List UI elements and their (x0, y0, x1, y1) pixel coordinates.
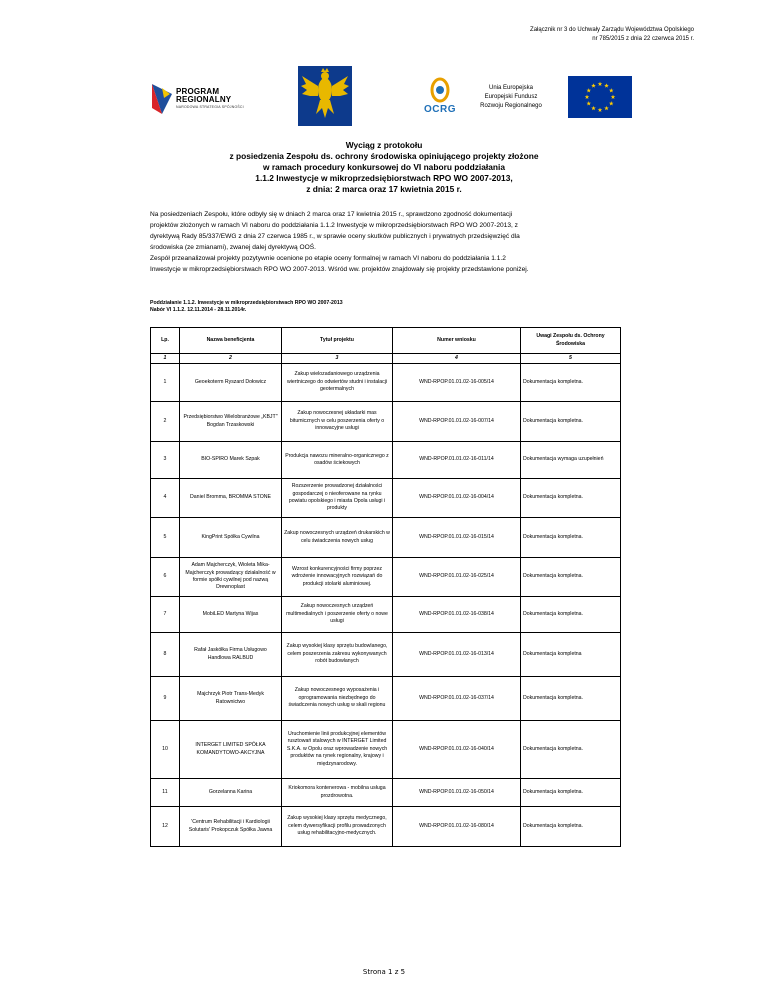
measure-subheader (150, 300, 343, 314)
title-line1: Wyciąg z protokołu (345, 140, 423, 150)
row-lp: 3 (151, 442, 180, 479)
row-title: Zakup nowoczesnej układarki mas bitumicznych w celu poszerzenia oferty o innowacyjne usługi (282, 402, 393, 442)
table-row (151, 442, 621, 479)
row-lp: 1 (151, 364, 180, 402)
row-title: Zakup wielozadaniowego urządzenia wiertniczego do odwiertów studni i instalacji geotermalnych (282, 364, 393, 402)
opolskie-eagle-emblem (298, 66, 352, 126)
row-remarks: Dokumentacja kompletna. (521, 518, 621, 558)
row-remarks: Dokumentacja wymaga uzupełnień (521, 442, 621, 479)
row-beneficiary: Adam Majcherczyk, Wioleta Mika-Majcherczyk prowadzący działalność w formie spółki cywilnej pod nazwą Drewnoplast (180, 558, 282, 597)
ocrg-logo (418, 76, 462, 120)
program-sub: NARODOWA STRATEGIA SPÓJNOŚCI (176, 105, 244, 109)
row-number: WND-RPOP.01.01.02-16-005/14 (393, 364, 521, 402)
title-line4: 1.1.2 Inwestycje w mikroprzedsiębiorstwach RPO WO 2007-2013, (255, 173, 513, 183)
subheader-line1: Poddziałanie 1.1.2. Inwestycje w mikroprzedsiębiorstwach RPO WO 2007-2013 (150, 300, 343, 306)
intro-line3: dyrektywą Rady 85/337/EWG z dnia 27 czerwca 1985 r., w sprawie oceny skutków publicznych i prywatnych przedsięwzięć dla (150, 233, 520, 240)
row-lp: 10 (151, 721, 180, 779)
row-remarks: Dokumentacja kompletna. (521, 807, 621, 847)
eu-stars-icon (568, 76, 632, 118)
row-beneficiary: Gorzelanna Karina (180, 779, 282, 807)
table-row (151, 518, 621, 558)
row-remarks: Dokumentacja kompletna. (521, 479, 621, 518)
title-line3: w ramach procedury konkursowej do VI naboru poddziałania (263, 162, 505, 172)
row-number: WND-RPOP.01.01.02-16-038/14 (393, 597, 521, 633)
row-beneficiary: MobiLED Martyna Wijas (180, 597, 282, 633)
intro-paragraph (150, 209, 630, 275)
header-lp: Lp. (151, 328, 180, 354)
row-lp: 12 (151, 807, 180, 847)
subheader-line2: Nabór VI 1.1.2. 12.11.2014 - 28.11.2014r. (150, 307, 247, 313)
table-row (151, 597, 621, 633)
document-title (0, 140, 768, 195)
row-beneficiary: Przedsiębiorstwo Wielobranżowe „KBJT" Bogdan Trzaskowski (180, 402, 282, 442)
eu-line2: Europejski Fundusz (484, 94, 538, 100)
colnum-5: 5 (521, 354, 621, 364)
row-beneficiary: 'Centrum Rehabilitacji i Kardiologii Solutaris' Prokopczuk Spółka Jawna (180, 807, 282, 847)
row-title: Uruchomienie linii produkcyjnej elementów rusztowań stalowych w INTERGET Limited S.K.A. w Opolu oraz wprowadzenie nowych produktów na rynek regionalny, krajowy i międzynarodowy. (282, 721, 393, 779)
row-beneficiary: INTERGET LIMITED SPÓŁKA KOMANDYTOWO-AKCYJNA (180, 721, 282, 779)
colnum-3: 3 (282, 354, 393, 364)
table-row (151, 779, 621, 807)
eu-flag (568, 76, 632, 118)
header-title: Tytuł projektu (282, 328, 393, 354)
program-line2: REGIONALNY (176, 95, 232, 104)
row-number: WND-RPOP.01.01.02-16-011/14 (393, 442, 521, 479)
eu-line3: Rozwoju Regionalnego (480, 103, 542, 109)
row-number: WND-RPOP.01.01.02-16-040/14 (393, 721, 521, 779)
row-title: Produkcja nawozu mineralno-organicznego z osadów ściekowych (282, 442, 393, 479)
eu-star-icon (604, 83, 609, 87)
row-number: WND-RPOP.01.01.02-16-050/14 (393, 779, 521, 807)
table-row (151, 807, 621, 847)
eu-star-icon (585, 95, 590, 99)
row-beneficiary: KingPrint Spółka Cywilna (180, 518, 282, 558)
intro-line5: Zespół przeanalizował projekty pozytywnie ocenione po etapie oceny formalnej w ramach VI naboru do poddziałania 1.1.2 (150, 255, 506, 262)
table-row (151, 479, 621, 518)
row-beneficiary: Geoekoterm Ryszard Dołowicz (180, 364, 282, 402)
eu-star-icon (604, 106, 609, 110)
row-lp: 2 (151, 402, 180, 442)
table-row (151, 633, 621, 677)
row-beneficiary: Rafał Jaskółka Firma Usługowo Handlowa RALBUD (180, 633, 282, 677)
row-lp: 9 (151, 677, 180, 721)
intro-line4: środowiska (ze zmianami), zwanej dalej dyrektywą OOŚ. (150, 244, 316, 251)
ocrg-text: OCRG (424, 104, 456, 115)
eu-star-icon (586, 101, 591, 105)
row-lp: 5 (151, 518, 180, 558)
intro-line2: projektów złożonych w ramach VI naboru do poddziałania 1.1.2 Inwestycje w mikroprzedsiębiorstwach RPO WO 2007-2013, z (150, 222, 518, 229)
colnum-1: 1 (151, 354, 180, 364)
row-number: WND-RPOP.01.01.02-16-037/14 (393, 677, 521, 721)
page-footer: Strona 1 z 5 (362, 968, 406, 976)
row-remarks: Dokumentacja kompletna. (521, 558, 621, 597)
row-lp: 7 (151, 597, 180, 633)
eu-fund-text (471, 84, 551, 111)
row-title: Zakup wysokiej klasy sprzętu budowlanego, celem poszerzenia zakresu wykonywanych robót budowlanych (282, 633, 393, 677)
row-remarks: Dokumentacja kompletna. (521, 597, 621, 633)
row-title: Zakup nowoczesnego wyposażenia i oprogramowania niezbędnego do świadczenia nowych usług w skali regionu (282, 677, 393, 721)
colnum-2: 2 (180, 354, 282, 364)
row-title: Zakup nowoczesnych urządzeń drukarskich w celu świadczenia nowych usług (282, 518, 393, 558)
eu-star-icon (591, 106, 596, 110)
table-header-row (151, 328, 621, 354)
row-beneficiary: Daniel Bromma, BROMMA STONE (180, 479, 282, 518)
intro-line6: Inwestycje w mikroprzedsiębiorstwach RPO WO 2007-2013. Wśród ww. projektów znajdowały się projekty przedstawione poniżej. (150, 266, 529, 273)
row-title: Zakup nowoczesnych urządzeń multimedialnych i poszerzenie oferty o nowe usługi (282, 597, 393, 633)
row-lp: 6 (151, 558, 180, 597)
eu-star-icon (609, 101, 614, 105)
row-remarks: Dokumentacja kompletna (521, 633, 621, 677)
row-title: Wzrost konkurencyjności firmy poprzez wdrożenie innowacyjnych rozwiązań do produkcji stolarki aluminiowej. (282, 558, 393, 597)
eu-star-icon (611, 95, 616, 99)
row-beneficiary: BIO-SPIRO Marek Szpak (180, 442, 282, 479)
row-lp: 11 (151, 779, 180, 807)
title-line2: z posiedzenia Zespołu ds. ochrony środowiska opiniującego projekty złożone (229, 151, 539, 161)
row-title: Kriokomora kontenerowa - mobilna usługa prozdrowotna. (282, 779, 393, 807)
row-remarks: Dokumentacja kompletna. (521, 721, 621, 779)
intro-line1: Na posiedzeniach Zespołu, które odbyły się w dniach 2 marca oraz 17 kwietnia 2015 r., sprawdzono zgodność dokumentacji (150, 211, 513, 218)
projects-table (150, 327, 621, 847)
row-title: Rozszerzenie prowadzonej działalności gospodarczej o nieoferowane na rynku powiatu opolskiego i miasta Opola usługi i produkty (282, 479, 393, 518)
table-colnum-row (151, 354, 621, 364)
row-number: WND-RPOP.01.01.02-16-007/14 (393, 402, 521, 442)
header-remarks: Uwagi Zespołu ds. Ochrony Środowiska (521, 328, 621, 354)
eu-star-icon (598, 108, 603, 112)
eu-line1: Unia Europejska (488, 85, 534, 91)
row-number: WND-RPOP.01.01.02-16-013/14 (393, 633, 521, 677)
row-beneficiary: Majchrzyk Piotr Trans-Medyk Ratownictwo (180, 677, 282, 721)
program-line1: PROGRAM (176, 87, 220, 96)
row-number: WND-RPOP.01.01.02-16-025/14 (393, 558, 521, 597)
eu-star-icon (586, 88, 591, 92)
program-regionalny-logo (150, 82, 260, 116)
row-remarks: Dokumentacja kompletna. (521, 779, 621, 807)
eu-star-icon (598, 82, 603, 86)
annex-note-line2: nr 785/2015 z dnia 22 czerwca 2015 r. (592, 36, 694, 42)
row-number: WND-RPOP.01.01.02-16-015/14 (393, 518, 521, 558)
annex-note (530, 26, 694, 44)
colnum-4: 4 (393, 354, 521, 364)
ocrg-icon (418, 76, 462, 104)
row-remarks: Dokumentacja kompletna. (521, 677, 621, 721)
table-row (151, 364, 621, 402)
row-title: Zakup wysokiej klasy sprzętu medycznego, celem dywersyfikacji profilu prowadzonych usług rehabilitacyjno-medycznych. (282, 807, 393, 847)
title-line5: z dnia: 2 marca oraz 17 kwietnia 2015 r. (306, 184, 462, 194)
row-lp: 8 (151, 633, 180, 677)
annex-note-line1: Załącznik nr 3 do Uchwały Zarządu Województwa Opolskiego (530, 27, 694, 33)
eu-star-icon (609, 88, 614, 92)
table-row (151, 558, 621, 597)
row-remarks: Dokumentacja kompletna. (521, 364, 621, 402)
program-regionalny-icon (150, 82, 174, 116)
eagle-icon (298, 66, 352, 126)
row-number: WND-RPOP.01.01.02-16-080/14 (393, 807, 521, 847)
table-row (151, 402, 621, 442)
header-number: Numer wniosku (393, 328, 521, 354)
row-lp: 4 (151, 479, 180, 518)
row-number: WND-RPOP.01.01.02-16-004/14 (393, 479, 521, 518)
row-remarks: Dokumentacja kompletna. (521, 402, 621, 442)
table-row (151, 721, 621, 779)
header-beneficiary: Nazwa beneficjenta (180, 328, 282, 354)
eu-star-icon (591, 83, 596, 87)
table-row (151, 677, 621, 721)
